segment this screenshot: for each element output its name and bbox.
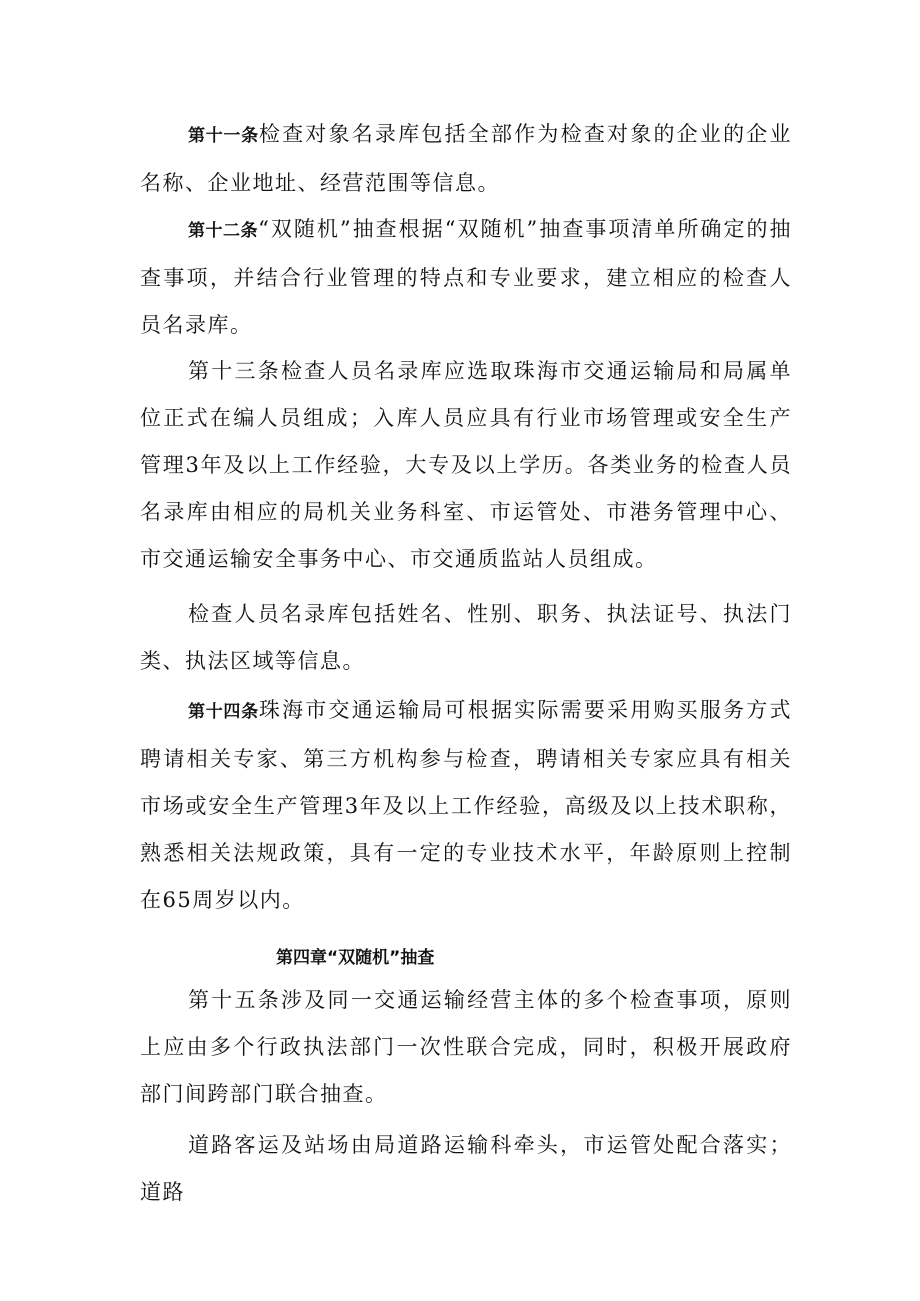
article-14-paragraph	[140, 687, 792, 924]
inspector-info-text: 检查人员名录库包括姓名、性别、职务、执法证号、执法门类、执法区域等信息。	[140, 602, 792, 673]
article-13-paragraph	[140, 348, 792, 583]
article-13-text: 第十三条检查人员名录库应选取珠海市交通运输局和局属单位正式在编人员组成；入库人员应具有行业市场管理或安全生产管理3年及以上工作经验，大专及以上学历。各类业务的检查人员名录库由相应的局机关业务科室、市运管处、市港务管理中心、市交通运输安全事务中心、市交通质监站人员组成。	[140, 359, 792, 571]
road-transport-paragraph	[140, 1122, 792, 1216]
article-12-text: “双随机”抽查根据“双随机”抽查事项清单所确定的抽查事项，并结合行业管理的特点和专业要求，建立相应的检查人员名录库。	[140, 217, 792, 337]
chapter-4-heading: 第四章“双随机”抽查	[276, 948, 435, 968]
article-12-paragraph	[140, 206, 792, 349]
article-14-text: 珠海市交通运输局可根据实际需要采用购买服务方式聘请相关专家、第三方机构参与检查，聘请相关专家应具有相关市场或安全生产管理3年及以上工作经验，高级及以上技术职称，熟悉相关法规政策，具有一定的专业技术水平，年龄原则上控制在65周岁以内。	[140, 698, 793, 912]
article-11-paragraph	[140, 111, 792, 207]
article-14-label: 第十四条	[188, 702, 259, 722]
article-11-text: 检查对象名录库包括全部作为检查对象的企业的企业名称、企业地址、经营范围等信息。	[140, 122, 793, 195]
article-15-text: 第十五条涉及同一交通运输经营主体的多个检查事项，原则上应由多个行政执法部门一次性联合完成，同时，积极开展政府部门间跨部门联合抽查。	[140, 988, 792, 1106]
inspector-info-paragraph	[140, 591, 792, 685]
article-15-paragraph	[140, 977, 792, 1118]
road-transport-text: 道路客运及站场由局道路运输科牵头，市运管处配合落实；道路	[140, 1133, 792, 1204]
article-12-label: 第十二条	[188, 221, 259, 241]
article-11-label: 第十一条	[188, 126, 259, 146]
